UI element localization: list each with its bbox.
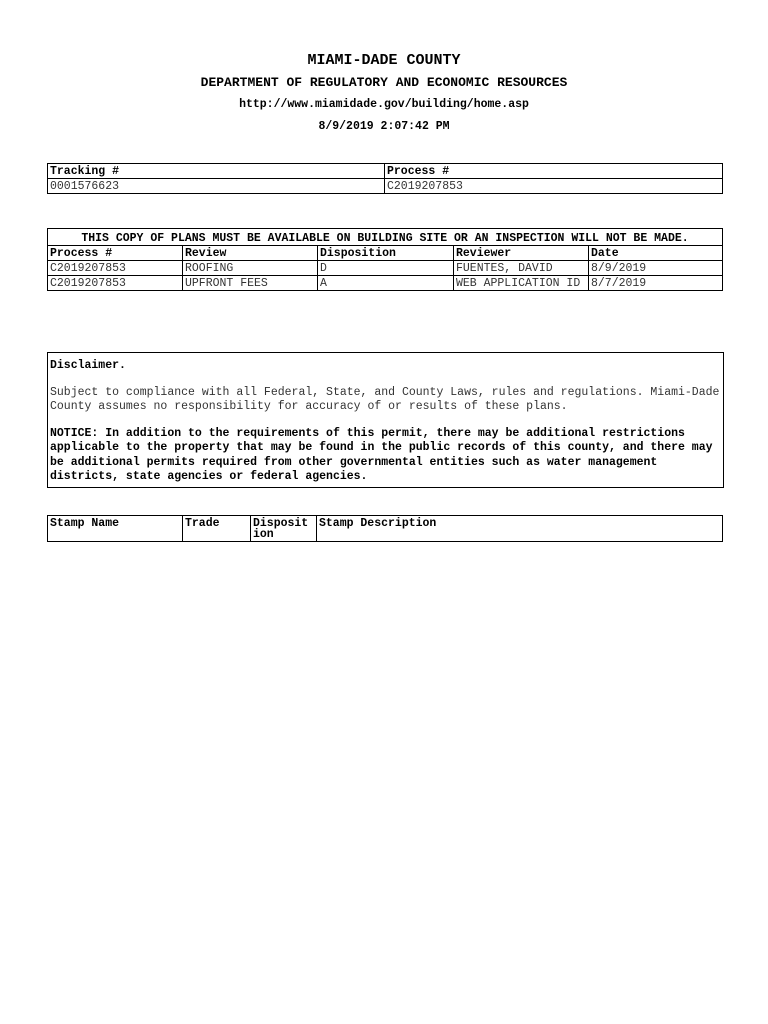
stamp-trade-header: Trade [183, 516, 251, 542]
review-notice-row [48, 229, 723, 246]
tracking-header-row [48, 164, 723, 179]
department-title: DEPARTMENT OF REGULATORY AND ECONOMIC RESOURCES [200, 75, 568, 90]
disclaimer-box [47, 352, 724, 488]
review-review-cell: UPFRONT FEES [183, 276, 318, 291]
stamp-description-header: Stamp Description [317, 516, 723, 542]
tracking-number-value: 0001576623 [48, 179, 385, 194]
stamp-header-row [48, 516, 723, 542]
review-review-header: Review [183, 246, 318, 261]
review-date-header: Date [589, 246, 723, 261]
review-date-cell: 8/9/2019 [589, 261, 723, 276]
review-disposition-cell: D [318, 261, 454, 276]
county-title: MIAMI-DADE COUNTY [307, 52, 461, 69]
process-number-value: C2019207853 [385, 179, 723, 194]
process-number-header: Process # [385, 164, 723, 179]
stamp-disposition-header: Disposition [251, 516, 317, 542]
stamp-table [47, 515, 723, 542]
disclaimer-title: Disclaimer. [50, 359, 126, 372]
review-reviewer-header: Reviewer [454, 246, 589, 261]
table-row [48, 261, 723, 276]
review-header-row [48, 246, 723, 261]
tracking-value-row [48, 179, 723, 194]
review-reviewer-cell: WEB APPLICATION ID [454, 276, 589, 291]
review-table [47, 228, 723, 291]
review-reviewer-cell: FUENTES, DAVID [454, 261, 589, 276]
review-disposition-header: Disposition [318, 246, 454, 261]
table-row [48, 276, 723, 291]
site-copy-notice: THIS COPY OF PLANS MUST BE AVAILABLE ON BUILDING SITE OR AN INSPECTION WILL NOT BE MADE. [48, 229, 723, 246]
review-process-cell: C2019207853 [48, 261, 183, 276]
review-process-cell: C2019207853 [48, 276, 183, 291]
tracking-table [47, 163, 723, 194]
report-datetime: 8/9/2019 2:07:42 PM [318, 120, 450, 133]
disclaimer-notice: NOTICE: In addition to the requirements of this permit, there may be additional restrictions applicable to the property that may be found in the public records of this county, and there may be additional permits required from other governmental entities such as water management districts, state agencies or federal agencies. [50, 426, 713, 483]
review-date-cell: 8/7/2019 [589, 276, 723, 291]
review-disposition-cell: A [318, 276, 454, 291]
stamp-name-header: Stamp Name [48, 516, 183, 542]
review-review-cell: ROOFING [183, 261, 318, 276]
disclaimer-body: Subject to compliance with all Federal, State, and County Laws, rules and regulations. Miami-Dade County assumes no responsibility for accuracy of or results of these plans. [50, 385, 720, 413]
tracking-number-header: Tracking # [48, 164, 385, 179]
website-url: http://www.miamidade.gov/building/home.asp [239, 98, 529, 111]
review-process-header: Process # [48, 246, 183, 261]
